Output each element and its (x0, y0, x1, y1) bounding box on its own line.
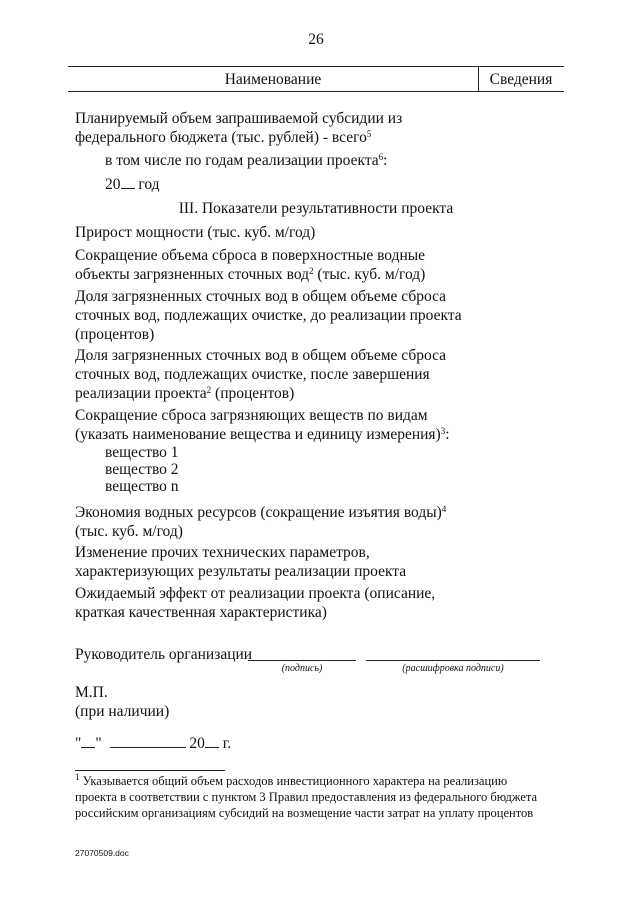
row-planned-subsidy (75, 109, 402, 147)
row-expected-effect: Ожидаемый эффект от реализации проекта (описание, краткая качественная характеристика) (75, 585, 436, 621)
signature-line (248, 660, 356, 661)
substance-item: вещество n (105, 478, 179, 495)
row-planned-subsidy-line1: Планируемый объем запрашиваемой субсидии из (75, 110, 403, 127)
footnote-number: 1 (75, 772, 80, 782)
file-id: 27070509.doc (75, 848, 129, 858)
footnote-ref: 6 (378, 152, 384, 162)
date-line: " " 20 г. (75, 735, 232, 752)
row-pollutant-reduction: Сокращение сброса загрязняющих веществ по видам (указать наименование вещества и единицу измерения)$^3$: (75, 407, 450, 443)
row-share-after: Доля загрязненных сточных вод в общем объеме сброса сточных вод, подлежащих очистке, после завершения реализации проекта$^2$ (процентов) (75, 347, 447, 402)
row-water-savings: Экономия водных ресурсов (сокращение изъятия воды)$^4$ (тыс. куб. м/год) (75, 504, 447, 540)
signature-decoding-line (366, 660, 540, 661)
row-share-before: Доля загрязненных сточных вод в общем объеме сброса сточных вод, подлежащих очистке, до реализации проекта (процентов) (75, 288, 462, 343)
signature-decoding-caption: (расшифровка подписи) (402, 663, 504, 674)
table-top-border (68, 66, 564, 67)
row-planned-subsidy-line2: федерального бюджета (тыс. рублей) - всего$^5$ (75, 129, 372, 146)
table-header-bottom-border (68, 91, 564, 92)
substance-list (105, 444, 179, 495)
year-blank (121, 175, 135, 189)
footnote-ref: 2 (309, 266, 314, 276)
footnote-ref: 4 (441, 504, 447, 514)
stamp-block: М.П. (при наличии) (75, 684, 170, 720)
substance-item: вещество 1 (105, 444, 179, 461)
row-capacity-growth: Прирост мощности (тыс. куб. м/год) (75, 224, 316, 241)
month-blank (110, 734, 186, 748)
signature-caption: (подпись) (281, 663, 323, 674)
footnote-ref: 5 (366, 129, 372, 139)
day-blank (81, 734, 95, 748)
footnote-ref: 2 (206, 385, 212, 395)
head-of-organization-label: Руководитель организации (75, 646, 253, 663)
year-blank (205, 734, 219, 748)
row-year: 20 год (105, 176, 160, 193)
footnote-ref: 3 (440, 426, 446, 436)
substance-item: вещество 2 (105, 461, 179, 478)
column-header-info: Сведения (489, 71, 553, 88)
column-header-name: Наименование (224, 71, 322, 88)
row-by-years: в том числе по годам реализации проекта$^6$: (105, 152, 388, 169)
footnote: $^1$ Указывается общий объем расходов инвестиционного характера на реализацию проекта в соответствии с пунктом 3 Правил предоставления из федерального бюджета российским организациям субсидий на возмещение части затрат на уплату процентов (75, 772, 538, 820)
page-number: 26 (308, 31, 324, 48)
row-other-parameters: Изменение прочих технических параметров, характеризующих результаты реализации проекта (75, 544, 407, 580)
footnote-separator (75, 770, 225, 771)
row-discharge-reduction: Сокращение объема сброса в поверхностные водные объекты загрязненных сточных вод$^2$ (тыс. куб. м/год) (75, 247, 426, 283)
section-title: III. Показатели результативности проекта (178, 200, 454, 217)
